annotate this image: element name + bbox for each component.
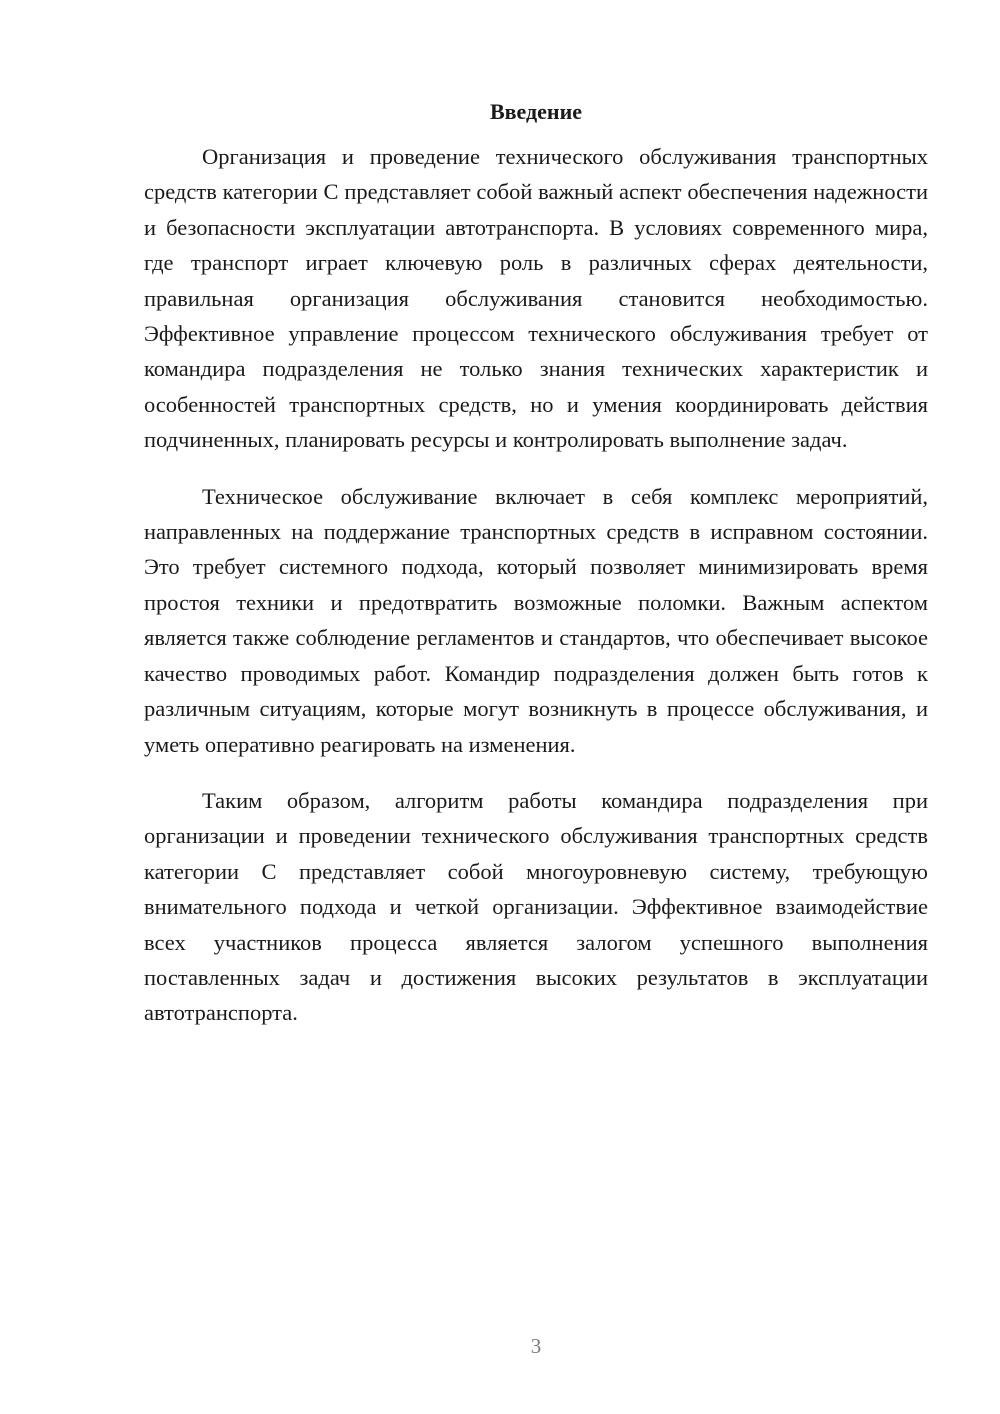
paragraph-1: Организация и проведение технического обслуживания транспортных средств категории С представляет собой важный аспект обеспечения надежности и безопасности эксплуатации автотранспорта. В условиях современного мира, где транспорт играет ключевую роль в различных сферах деятельности, правильная организация обслуживания становится необходимостью. Эффективное управление процессом технического обслуживания требует от командира подразделения не только знания технических характеристик и особенностей транспортных средств, но и умения координировать действия подчиненных, планировать ресурсы и контролировать выполнение задач. — [144, 144, 928, 453]
section-heading: Введение — [489, 99, 583, 124]
page-content — [144, 96, 928, 1031]
page-number: 3 — [530, 1334, 542, 1358]
paragraph-3: Таким образом, алгоритм работы командира подразделения при организации и проведении технического обслуживания транспортных средств категории С представляет собой многоуровневую систему, требующую внимательного подхода и четкой организации. Эффективное взаимодействие всех участников процесса является залогом успешного выполнения поставленных задач и достижения высоких результатов в эксплуатации автотранспорта. — [144, 787, 928, 1026]
paragraph-2: Техническое обслуживание включает в себя комплекс мероприятий, направленных на поддержание транспортных средств в исправном состоянии. Это требует системного подхода, который позволяет минимизировать время простоя техники и предотвратить возможные поломки. Важным аспектом является также соблюдение регламентов и стандартов, что обеспечивает высокое качество проводимых работ. Командир подразделения должен быть готов к различным ситуациям, которые могут возникнуть в процессе обслуживания, и уметь оперативно реагировать на изменения. — [144, 483, 928, 757]
